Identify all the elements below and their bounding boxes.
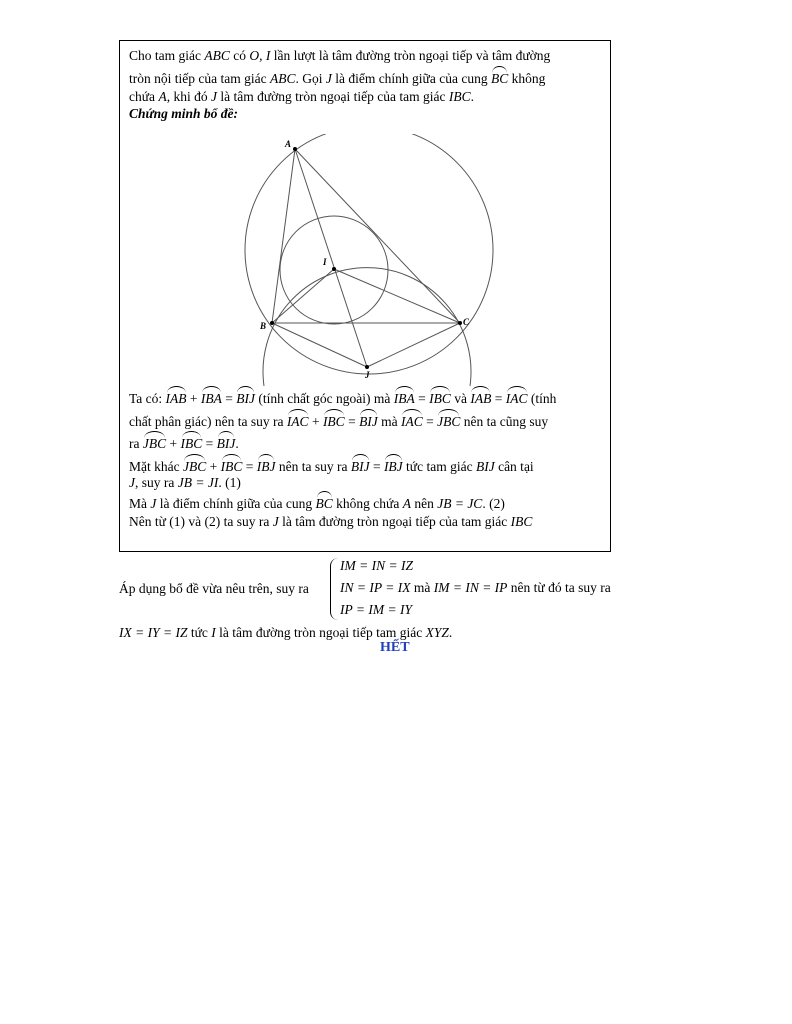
line-ic	[334, 269, 460, 323]
label-a: A	[285, 139, 292, 149]
proof-line-6: Mà J là điểm chính giữa của cung BC không chứa A nên JB = JC. (2)	[129, 496, 505, 511]
problem-line-3: chứa A, khi đó J là tâm đường tròn ngoại tiếp của tam giác IBC.	[129, 89, 474, 104]
system-eq-2-line: IN = IP = IX mà IM = IN = IP nên từ đó ta suy ra	[340, 580, 611, 595]
system-brace	[330, 558, 339, 620]
problem-line-2: tròn nội tiếp của tam giác ABC. Gọi J là điểm chính giữa của cung BC không	[129, 71, 546, 86]
label-j: J	[365, 370, 370, 380]
label-b: B	[260, 321, 267, 331]
label-c: C	[463, 317, 470, 327]
proof-title: Chứng minh bổ đề:	[129, 106, 238, 121]
end-marker: HẾT	[380, 640, 410, 655]
proof-line-4: Mặt khác JBC + IBC = IBJ nên ta suy ra BIJ = IBJ tức tam giác BIJ cân tại	[129, 459, 534, 474]
conclusion-line: IX = IY = IZ tức I là tâm đường tròn ngoại tiếp tam giác XYZ.	[119, 625, 453, 640]
line-bj	[272, 323, 367, 367]
triangle-abc	[272, 149, 460, 323]
point-c	[458, 321, 462, 325]
geometry-figure	[240, 134, 500, 386]
apply-lead: Áp dụng bổ đề vừa nêu trên, suy ra	[119, 581, 309, 596]
line-aj	[295, 149, 367, 367]
proof-line-3: ra JBC + IBC = BIJ.	[129, 436, 239, 451]
point-a	[293, 147, 297, 151]
point-j	[365, 365, 369, 369]
system-eq-1: IM = IN = IZ	[340, 558, 413, 573]
proof-line-2: chất phân giác) nên ta suy ra IAC + IBC = BIJ mà IAC = JBC nên ta cũng suy	[129, 414, 549, 429]
proof-line-5: J, suy ra JB = JI. (1)	[129, 475, 241, 490]
line-jc	[367, 323, 460, 367]
point-i	[332, 267, 336, 271]
line-bi	[272, 269, 334, 323]
system-eq-3: IP = IM = IY	[340, 602, 412, 617]
proof-line-7: Nên từ (1) và (2) ta suy ra J là tâm đường tròn ngoại tiếp của tam giác IBC	[129, 514, 533, 529]
label-i: I	[323, 257, 327, 267]
point-b	[270, 321, 274, 325]
proof-line-1: Ta có: IAB + IBA = BIJ (tính chất góc ngoài) mà IBA = IBC và IAB = IAC (tính	[129, 391, 557, 406]
problem-line-1: Cho tam giác ABC có O, I lần lượt là tâm đường tròn ngoại tiếp và tâm đường	[129, 48, 551, 63]
